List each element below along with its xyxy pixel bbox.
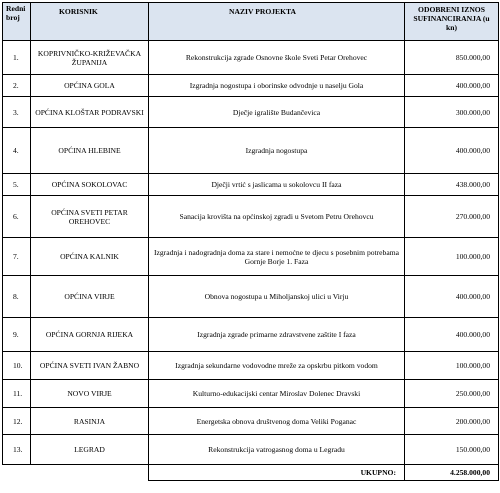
row-iznos: 100.000,00: [405, 352, 499, 380]
row-number: 3.: [3, 97, 31, 128]
table-row: [3, 352, 499, 380]
row-iznos: 400.000,00: [405, 276, 499, 318]
row-number: 2.: [3, 75, 31, 97]
row-projekt: Izgradnja i nadogradnja doma za stare i nemoćne te djecu s posebnim potrebama Gornje Borje 1. Faza: [149, 238, 405, 276]
total-row: [3, 465, 499, 481]
row-iznos: 400.000,00: [405, 128, 499, 174]
row-number: 10.: [3, 352, 31, 380]
row-projekt: Rekonstrukcija vatrogasnog doma u Legradu: [149, 435, 405, 465]
row-projekt: Izgradnja nogostupa i oborinske odvodnje u naselju Gola: [149, 75, 405, 97]
row-number: 6.: [3, 196, 31, 238]
header-redni-broj: Redni broj: [3, 3, 31, 41]
row-projekt: Rekonstrukcija zgrade Osnovne škole Sveti Petar Orehovec: [149, 41, 405, 75]
table-row: [3, 97, 499, 128]
row-iznos: 200.000,00: [405, 408, 499, 435]
row-iznos: 250.000,00: [405, 380, 499, 408]
row-korisnik: OPĆINA SVETI IVAN ŽABNO: [31, 352, 149, 380]
row-number: 9.: [3, 318, 31, 352]
row-iznos: 438.000,00: [405, 174, 499, 196]
row-number: 7.: [3, 238, 31, 276]
total-label: UKUPNO:: [149, 465, 405, 481]
row-number: 8.: [3, 276, 31, 318]
row-korisnik: OPĆINA HLEBINE: [31, 128, 149, 174]
row-iznos: 400.000,00: [405, 318, 499, 352]
row-korisnik: OPĆINA VIRJE: [31, 276, 149, 318]
row-korisnik: OPĆINA SVETI PETAR OREHOVEC: [31, 196, 149, 238]
row-number: 12.: [3, 408, 31, 435]
table-row: [3, 75, 499, 97]
table-row: [3, 435, 499, 465]
row-iznos: 270.000,00: [405, 196, 499, 238]
row-number: 13.: [3, 435, 31, 465]
table-header-row: [3, 3, 499, 41]
table-row: [3, 41, 499, 75]
row-projekt: Energetska obnova društvenog doma Veliki Poganac: [149, 408, 405, 435]
total-value: 4.258.000,00: [405, 465, 499, 481]
header-iznos: ODOBRENI IZNOS SUFINANCIRANJA (u kn): [405, 3, 499, 41]
funding-table: [2, 2, 499, 481]
row-korisnik: RASINJA: [31, 408, 149, 435]
row-projekt: Kulturno-edukacijski centar Miroslav Dolenec Dravski: [149, 380, 405, 408]
row-iznos: 150.000,00: [405, 435, 499, 465]
row-projekt: Obnova nogostupa u Miholjanskoj ulici u Virju: [149, 276, 405, 318]
row-iznos: 100.000,00: [405, 238, 499, 276]
row-projekt: Izgradnja sekundarne vodovodne mreže za opskrbu pitkom vodom: [149, 352, 405, 380]
row-korisnik: OPĆINA GOLA: [31, 75, 149, 97]
table-row: [3, 318, 499, 352]
row-projekt: Sanacija krovišta na općinskoj zgradi u Svetom Petru Orehovcu: [149, 196, 405, 238]
row-korisnik: OPĆINA GORNJA RIJEKA: [31, 318, 149, 352]
funding-table-container: [2, 2, 498, 481]
row-korisnik: OPĆINA KALNIK: [31, 238, 149, 276]
row-number: 5.: [3, 174, 31, 196]
row-korisnik: KOPRIVNIČKO-KRIŽEVAČKA ŽUPANIJA: [31, 41, 149, 75]
table-row: [3, 276, 499, 318]
row-korisnik: NOVO VIRJE: [31, 380, 149, 408]
table-row: [3, 174, 499, 196]
header-korisnik: KORISNIK: [31, 3, 149, 41]
row-iznos: 400.000,00: [405, 75, 499, 97]
row-projekt: Dječji vrtić s jaslicama u sokolovcu II faza: [149, 174, 405, 196]
row-korisnik: LEGRAD: [31, 435, 149, 465]
row-number: 1.: [3, 41, 31, 75]
row-korisnik: OPĆINA SOKOLOVAC: [31, 174, 149, 196]
row-projekt: Izgradnja zgrade primarne zdravstvene zaštite I faza: [149, 318, 405, 352]
table-row: [3, 128, 499, 174]
table-row: [3, 196, 499, 238]
row-projekt: Izgradnja nogostupa: [149, 128, 405, 174]
row-number: 4.: [3, 128, 31, 174]
row-iznos: 850.000,00: [405, 41, 499, 75]
row-number: 11.: [3, 380, 31, 408]
row-projekt: Dječje igralište Budančevica: [149, 97, 405, 128]
row-iznos: 300.000,00: [405, 97, 499, 128]
table-row: [3, 408, 499, 435]
header-naziv-projekta: NAZIV PROJEKTA: [149, 3, 405, 41]
table-row: [3, 238, 499, 276]
table-row: [3, 380, 499, 408]
row-korisnik: OPĆINA KLOŠTAR PODRAVSKI: [31, 97, 149, 128]
